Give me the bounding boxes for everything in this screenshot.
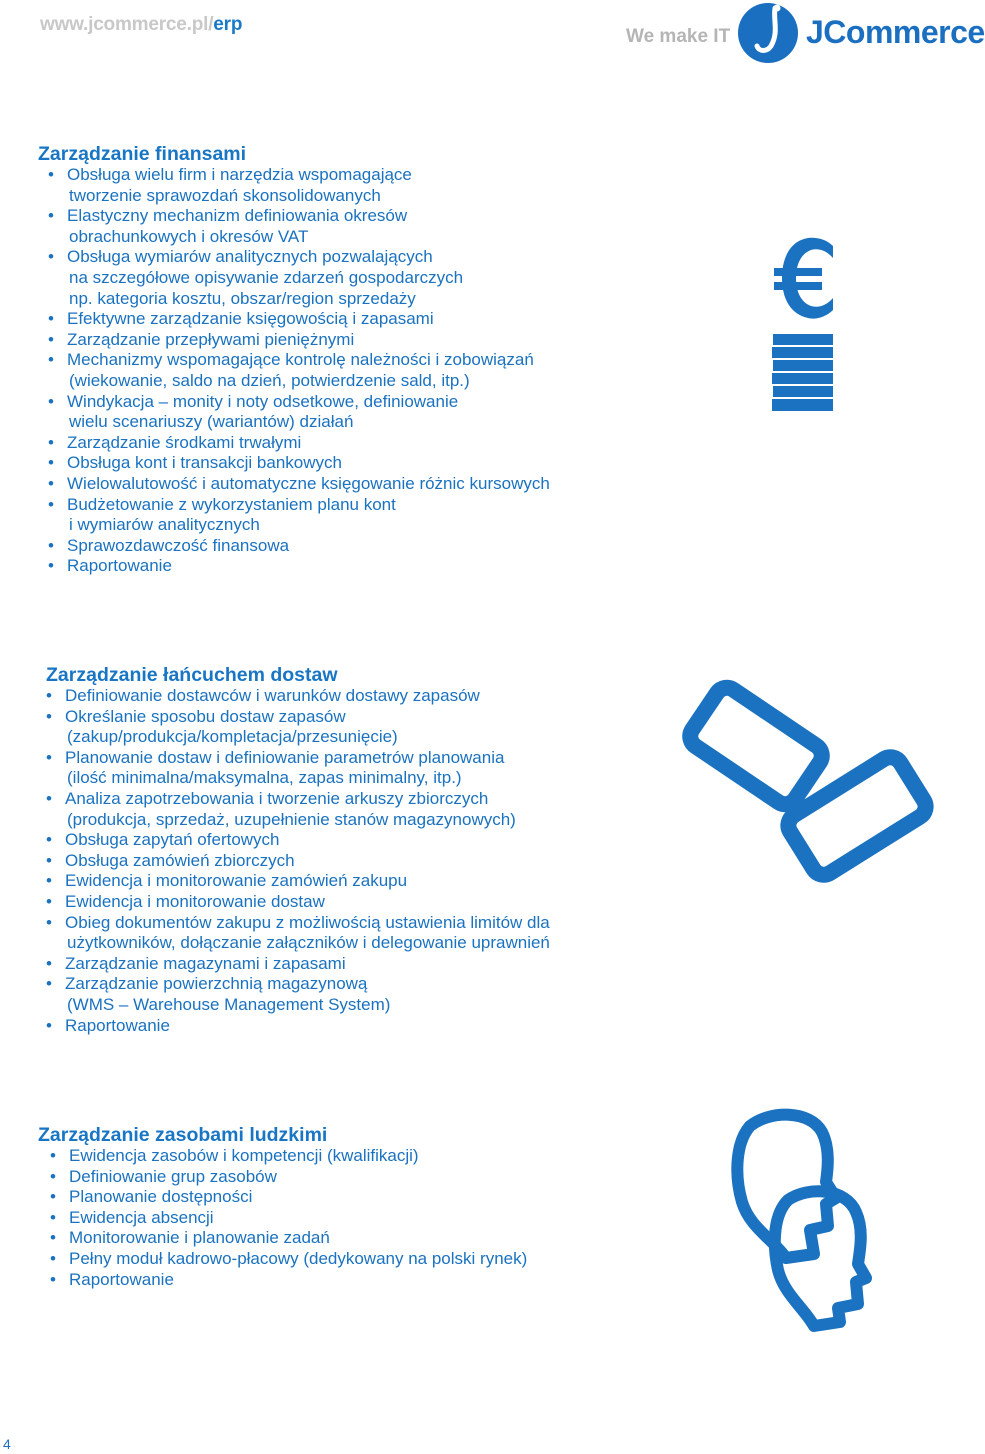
list-item (48, 535, 550, 557)
list-item (50, 1269, 527, 1291)
list-item (50, 1187, 527, 1208)
bullet-icon: • (46, 912, 52, 932)
list-item-text: Raportowanie (69, 1269, 174, 1289)
list-item-text: Ewidencja i monitorowanie zamówień zakupu (65, 871, 408, 891)
bullet-icon: • (50, 1187, 56, 1207)
list-item-text: Planowanie dostaw i definiowanie parametrów planowania (65, 747, 505, 767)
section-finance (38, 143, 550, 577)
list-item (46, 850, 550, 872)
list-item-text: Ewidencja zasobów i kompetencji (kwalifikacji) (69, 1146, 419, 1165)
list-item-text: Windykacja – monity i noty odsetkowe, definiowanie (67, 391, 459, 411)
euro-coins-icon (770, 236, 836, 412)
list-item (50, 1146, 527, 1167)
bullet-icon: • (50, 1228, 56, 1248)
supply-chain-list (46, 686, 550, 1036)
section-title: Zarządzanie łańcuchem dostaw (46, 664, 338, 686)
list-item-text: Zarządzanie środkami trwałymi (67, 432, 302, 452)
bullet-icon: • (46, 974, 52, 994)
list-item-text: użytkowników, dołączanie załączników i delegowanie uprawnień (67, 933, 550, 953)
list-item-text: Ewidencja i monitorowanie dostaw (65, 891, 325, 911)
chain-link-icon (700, 690, 940, 890)
section-title: Zarządzanie zasobami ludzkimi (38, 1124, 328, 1146)
url-tail: erp (213, 14, 243, 35)
list-item-text: Raportowanie (67, 556, 172, 576)
list-item (48, 206, 550, 247)
list-item (46, 706, 550, 748)
hr-list (50, 1146, 528, 1290)
list-item (46, 891, 550, 913)
section-title: Zarządzanie finansami (38, 143, 247, 165)
bullet-icon: • (48, 473, 54, 493)
list-item-text: Sprawozdawczość finansowa (67, 535, 290, 555)
list-item (48, 247, 550, 309)
list-item-text: Planowanie dostępności (69, 1187, 253, 1207)
list-item-text: Obsługa wymiarów analitycznych pozwalających (67, 247, 433, 267)
list-item (46, 830, 550, 851)
list-item-text: tworzenie sprawozdań skonsolidowanych (69, 185, 381, 205)
list-item-text: (wiekowanie, saldo na dzień, potwierdzenie sald, itp.) (69, 370, 470, 390)
bullet-icon: • (48, 494, 54, 514)
list-item-text: Raportowanie (65, 1015, 170, 1035)
list-item (48, 309, 550, 330)
bullet-icon: • (48, 165, 54, 184)
list-item-text: Monitorowanie i planowanie zadań (69, 1228, 330, 1248)
list-item-text: Wielowalutowość i automatyczne księgowanie różnic kursowych (67, 473, 550, 493)
list-item-text: obrachunkowych i okresów VAT (69, 226, 309, 246)
list-item-text: na szczegółowe opisywanie zdarzeń gospodarczych (69, 267, 464, 287)
list-item-text: Elastyczny mechanizm definiowania okresów (67, 206, 408, 226)
list-item-text: (ilość minimalna/maksymalna, zapas minimalny, itp.) (67, 768, 462, 788)
list-item-text: (WMS – Warehouse Management System) (67, 994, 391, 1014)
section-hr (38, 1124, 527, 1290)
list-item-text: Obsługa wielu firm i narzędzia wspomagające (67, 165, 412, 184)
bullet-icon: • (48, 309, 54, 329)
list-item-text: Obsługa zapytań ofertowych (65, 830, 280, 850)
list-item (46, 686, 550, 707)
bullet-icon: • (46, 830, 52, 850)
list-item-text: Obieg dokumentów zakupu z możliwością ustawienia limitów dla (65, 912, 550, 932)
bullet-icon: • (46, 850, 52, 870)
bullet-icon: • (46, 891, 52, 911)
list-item-text: Budżetowanie z wykorzystaniem planu kont (67, 494, 396, 514)
list-item (50, 1166, 527, 1188)
bullet-icon: • (48, 432, 54, 452)
list-item (46, 1015, 550, 1037)
finance-list (48, 165, 550, 577)
list-item (48, 165, 550, 206)
bullet-icon: • (48, 535, 54, 555)
list-item (46, 788, 550, 830)
bullet-icon: • (48, 391, 54, 411)
bullet-icon: • (50, 1166, 56, 1186)
list-item (46, 953, 550, 975)
bullet-icon: • (48, 453, 54, 473)
list-item-text: Definiowanie dostawców i warunków dostawy zapasów (65, 686, 480, 705)
list-item (48, 494, 550, 536)
list-item (46, 747, 550, 789)
list-item (48, 556, 550, 577)
bullet-icon: • (46, 686, 52, 705)
list-item-text: Obsługa kont i transakcji bankowych (67, 453, 342, 473)
list-item (50, 1228, 527, 1249)
bullet-icon: • (50, 1269, 56, 1289)
list-item (48, 453, 550, 474)
list-item (48, 350, 550, 391)
website-url[interactable] (40, 14, 242, 36)
bullet-icon: • (50, 1207, 56, 1227)
bullet-icon: • (48, 556, 54, 576)
list-item (46, 871, 550, 892)
list-item-text: i wymiarów analitycznych (69, 515, 260, 535)
list-item-text: Definiowanie grup zasobów (69, 1166, 277, 1186)
bullet-icon: • (48, 350, 54, 370)
list-item (50, 1207, 527, 1229)
bullet-icon: • (46, 871, 52, 891)
people-heads-icon (730, 1108, 870, 1328)
list-item-text: Analiza zapotrzebowania i tworzenie arkuszy zbiorczych (65, 788, 489, 808)
list-item (48, 432, 550, 454)
list-item-text: Zarządzanie przepływami pieniężnymi (67, 329, 355, 349)
list-item (46, 912, 550, 954)
list-item-text: Zarządzanie powierzchnią magazynową (65, 974, 368, 994)
bullet-icon: • (48, 206, 54, 226)
logo-text: JCommerce (806, 14, 985, 50)
list-item-text: Obsługa zamówień zbiorczych (65, 850, 295, 870)
page-number: 4 (3, 1436, 11, 1452)
bullet-icon: • (50, 1146, 56, 1165)
tagline: We make IT (626, 26, 731, 47)
bullet-icon: • (46, 706, 52, 726)
list-item (48, 473, 550, 495)
list-item-text: wielu scenariuszy (wariantów) działań (69, 412, 354, 432)
list-item-text: (zakup/produkcja/kompletacja/przesunięcie) (67, 727, 398, 747)
list-item (48, 329, 550, 351)
list-item (46, 974, 550, 1015)
list-item-text: Mechanizmy wspomagające kontrolę należności i zobowiązań (67, 350, 534, 370)
list-item-text: Efektywne zarządzanie księgowością i zapasami (67, 309, 434, 329)
list-item-text: Pełny moduł kadrowo-płacowy (dedykowany na polski rynek) (69, 1248, 528, 1268)
bullet-icon: • (46, 747, 52, 767)
url-main: www.jcommerce.pl/ (40, 14, 214, 35)
list-item-text: (produkcja, sprzedaż, uzupełnienie stanów magazynowych) (67, 809, 516, 829)
bullet-icon: • (46, 1015, 52, 1035)
list-item-text: Określanie sposobu dostaw zapasów (65, 706, 346, 726)
jcommerce-logo-icon (733, 2, 803, 64)
bullet-icon: • (48, 247, 54, 267)
list-item-text: np. kategoria kosztu, obszar/region sprzedaży (69, 288, 416, 308)
list-item-text: Ewidencja absencji (69, 1207, 214, 1227)
bullet-icon: • (48, 329, 54, 349)
list-item (48, 391, 550, 433)
section-supply-chain (46, 664, 550, 1036)
list-item-text: Zarządzanie magazynami i zapasami (65, 953, 346, 973)
bullet-icon: • (50, 1248, 56, 1268)
bullet-icon: • (46, 788, 52, 808)
list-item (50, 1248, 528, 1270)
bullet-icon: • (46, 953, 52, 973)
